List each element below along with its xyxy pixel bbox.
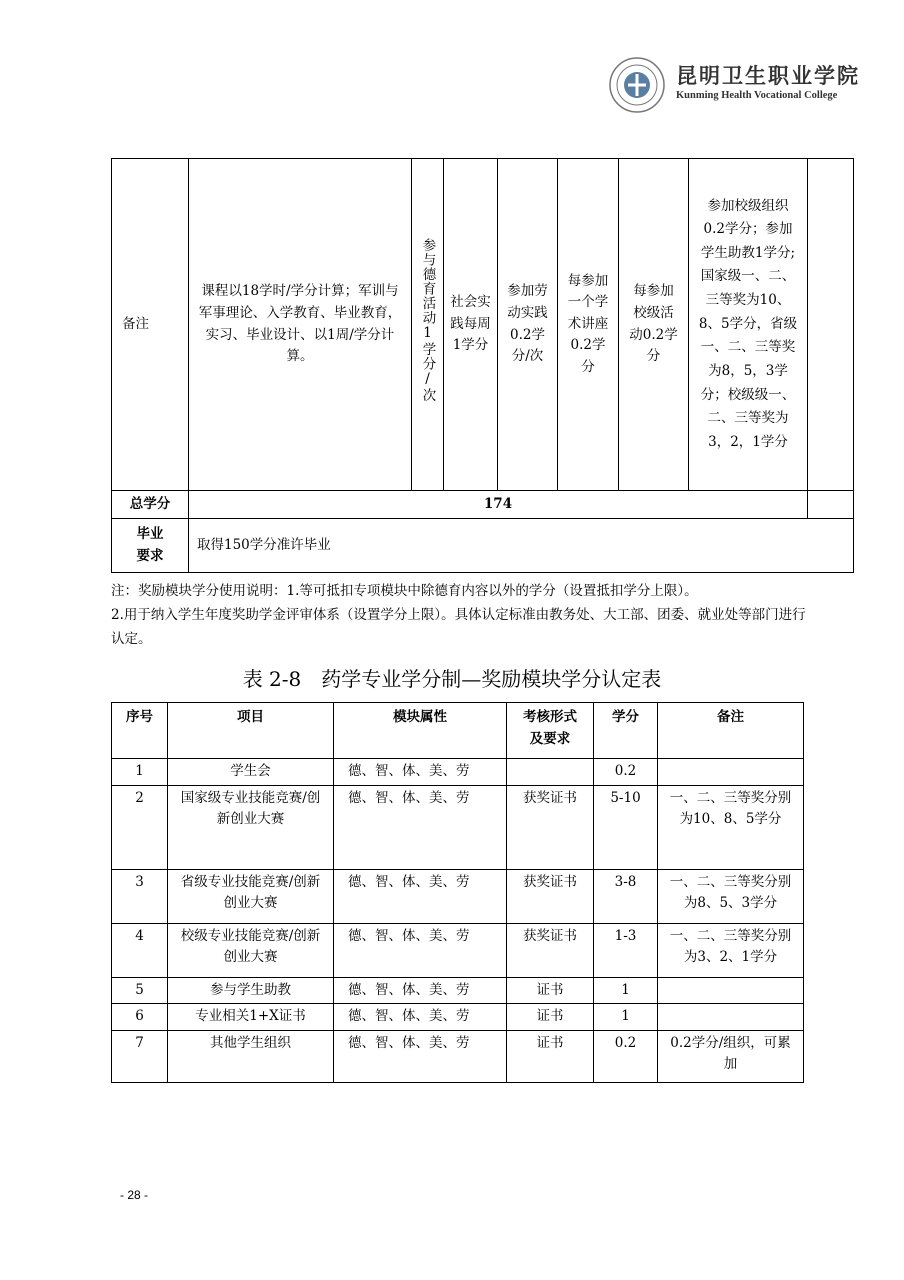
cell-remark: 一、二、三等奖分别为8、5、3学分 <box>658 869 804 923</box>
cell-credit: 1 <box>594 1004 658 1031</box>
cell-assessment: 获奖证书 <box>507 923 594 977</box>
labor-credit: 参加劳动实践0.2学分/次 <box>498 159 558 491</box>
cell-index: 6 <box>112 1004 168 1031</box>
cell-attribute: 德、智、体、美、劳 <box>334 1030 507 1082</box>
college-logo <box>608 56 666 114</box>
header-remark: 备注 <box>658 703 804 759</box>
cell-attribute: 德、智、体、美、劳 <box>334 977 507 1004</box>
cell-remark: 一、二、三等奖分别为3、2、1学分 <box>658 923 804 977</box>
table-row <box>112 923 804 977</box>
cell-credit: 3-8 <box>594 869 658 923</box>
cell-attribute: 德、智、体、美、劳 <box>334 759 507 786</box>
reward-credit-table <box>111 702 804 1083</box>
cell-remark <box>658 1004 804 1031</box>
graduation-label: 毕业要求 <box>112 519 189 573</box>
college-name-cn: 昆明卫生职业学院 <box>676 63 860 88</box>
cell-assessment: 获奖证书 <box>507 785 594 869</box>
college-name-en: Kunming Health Vocational College <box>676 90 838 101</box>
cell-remark: 0.2学分/组织，可累加 <box>658 1030 804 1082</box>
cell-assessment: 证书 <box>507 977 594 1004</box>
table-row <box>112 977 804 1004</box>
cell-attribute: 德、智、体、美、劳 <box>334 785 507 869</box>
award-note: 参加校级组织0.2学分；参加学生助教1学分;国家级一、二、三等奖为10、8、5学分，省级一、二、三等奖为8，5，3学分；校级级一、二、三等奖为3，2，1学分 <box>689 159 808 491</box>
header-credit: 学分 <box>594 703 658 759</box>
cell-remark <box>658 977 804 1004</box>
cell-item: 学生会 <box>168 759 334 786</box>
table-row <box>112 1030 804 1082</box>
table-row <box>112 1004 804 1031</box>
page-number: - 28 - <box>120 1188 149 1202</box>
credit-summary-table <box>111 158 854 573</box>
course-note: 课程以18学时/学分计算；军训与军事理论、入学教育、毕业教育，实习、毕业设计、以1周/学分计算。 <box>189 159 412 491</box>
table-row <box>112 785 804 869</box>
cell-item: 参与学生助教 <box>168 977 334 1004</box>
cell-index: 1 <box>112 759 168 786</box>
cell-attribute: 德、智、体、美、劳 <box>334 1004 507 1031</box>
cell-item: 国家级专业技能竞赛/创新创业大赛 <box>168 785 334 869</box>
header-assessment: 考核形式及要求 <box>507 703 594 759</box>
cell-assessment: 证书 <box>507 1004 594 1031</box>
table-row <box>112 759 804 786</box>
cell-index: 7 <box>112 1030 168 1082</box>
total-credit-value: 174 <box>189 491 808 519</box>
note-line-1: 注：奖励模块学分使用说明：1.等可抵扣专项模块中除德育内容以外的学分（设置抵扣学分上限）。 <box>111 583 698 599</box>
table-header-row <box>112 703 804 759</box>
cell-attribute: 德、智、体、美、劳 <box>334 923 507 977</box>
cell-index: 3 <box>112 869 168 923</box>
table-row <box>112 869 804 923</box>
total-credit-label: 总学分 <box>112 491 189 519</box>
cell-credit: 0.2 <box>594 759 658 786</box>
cell-item: 省级专业技能竞赛/创新创业大赛 <box>168 869 334 923</box>
lecture-credit: 每参加一个学术讲座0.2学分 <box>558 159 619 491</box>
cell-index: 5 <box>112 977 168 1004</box>
cell-credit: 1-3 <box>594 923 658 977</box>
cell-remark: 一、二、三等奖分别为10、8、5学分 <box>658 785 804 869</box>
header-item: 项目 <box>168 703 334 759</box>
cell-remark <box>658 759 804 786</box>
cell-item: 校级专业技能竞赛/创新创业大赛 <box>168 923 334 977</box>
cell-assessment <box>507 759 594 786</box>
graduation-requirement: 取得150学分准许毕业 <box>189 519 854 573</box>
school-activity-credit: 每参加校级活动0.2学分 <box>619 159 689 491</box>
remark-label: 备注 <box>112 159 189 491</box>
note-line-2: 2.用于纳入学生年度奖助学金评审体系（设置学分上限）。具体认定标准由教务处、大工部、团委、就业处等部门进行认定。 <box>111 607 806 647</box>
cell-item: 专业相关1+X证书 <box>168 1004 334 1031</box>
cell-credit: 5-10 <box>594 785 658 869</box>
table-caption: 表 2-8 药学专业学分制—奖励模块学分认定表 <box>242 667 662 691</box>
header-index: 序号 <box>112 703 168 759</box>
cell-assessment: 获奖证书 <box>507 869 594 923</box>
cell-credit: 1 <box>594 977 658 1004</box>
header-attribute: 模块属性 <box>334 703 507 759</box>
cell-assessment: 证书 <box>507 1030 594 1082</box>
moral-activity-credit: 参与德育活动1学分/次 <box>419 238 436 403</box>
cell-attribute: 德、智、体、美、劳 <box>334 869 507 923</box>
cell-item: 其他学生组织 <box>168 1030 334 1082</box>
usage-notes <box>111 579 811 651</box>
cell-index: 2 <box>112 785 168 869</box>
cell-index: 4 <box>112 923 168 977</box>
social-practice-credit: 社会实践每周1学分 <box>444 159 498 491</box>
cell-credit: 0.2 <box>594 1030 658 1082</box>
